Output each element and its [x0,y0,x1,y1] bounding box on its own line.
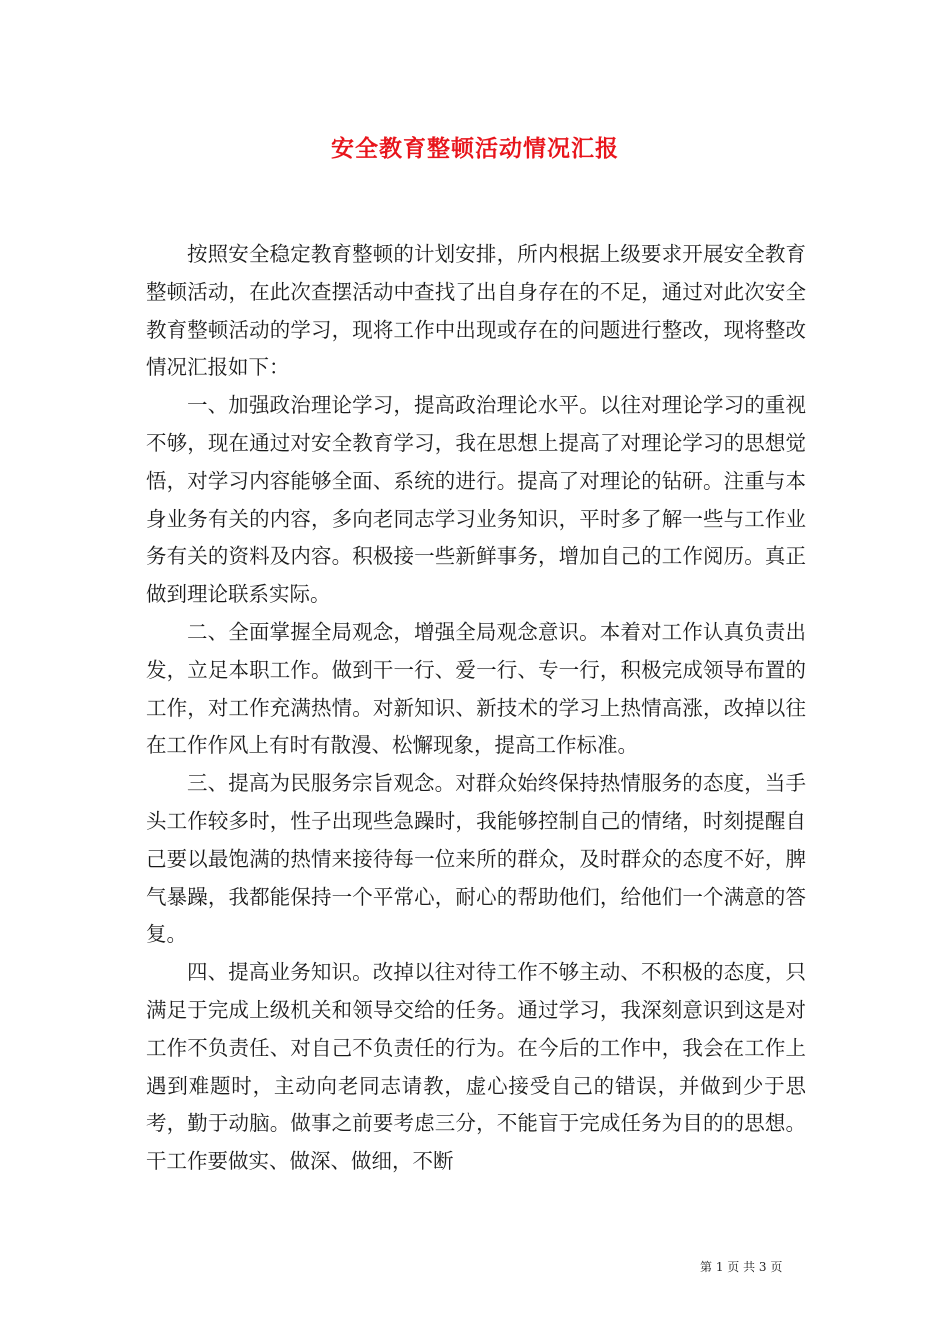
paragraph-intro: 按照安全稳定教育整顿的计划安排，所内根据上级要求开展安全教育整顿活动，在此次查摆活动中查找了出自身存在的不足，通过对此次安全教育整顿活动的学习，现将工作中出现或存在的问题进行整改，现将整改情况汇报如下： [146,242,806,380]
page-number-footer: 第 1 页 共 3 页 [700,1260,783,1274]
document-body [146,236,806,1181]
paragraph-section-4: 四、提高业务知识。改掉以往对待工作不够主动、不积极的态度，只满足于完成上级机关和领导交给的任务。通过学习，我深刻意识到这是对工作不负责任、对自己不负责任的行为。在今后的工作中，我会在工作上遇到难题时，主动向老同志请教，虚心接受自己的错误，并做到少于思考，勤于动脑。做事之前要考虑三分，不能盲于完成任务为目的的思想。干工作要做实、做深、做细，不断 [146,960,806,1174]
paragraph-section-1: 一、加强政治理论学习，提高政治理论水平。以往对理论学习的重视不够，现在通过对安全教育学习，我在思想上提高了对理论学习的思想觉悟，对学习内容能够全面、系统的进行。提高了对理论的钻研。注重与本身业务有关的内容，多向老同志学习业务知识，平时多了解一些与工作业务有关的资料及内容。积极接一些新鲜事务，增加自己的工作阅历。真正做到理论联系实际。 [146,393,806,607]
paragraph-section-2: 二、全面掌握全局观念，增强全局观念意识。本着对工作认真负责出发，立足本职工作。做到干一行、爱一行、专一行，积极完成领导布置的工作，对工作充满热情。对新知识、新技术的学习上热情高涨，改掉以往在工作作风上有时有散漫、松懈现象，提高工作标准。 [146,619,806,758]
document-title: 安全教育整顿活动情况汇报 [331,135,619,162]
paragraph-section-3: 三、提高为民服务宗旨观念。对群众始终保持热情服务的态度，当手头工作较多时，性子出现些急躁时，我能够控制自己的情绪，时刻提醒自己要以最饱满的热情来接待每一位来所的群众，及时群众的态度不好，脾气暴躁，我都能保持一个平常心，耐心的帮助他们，给他们一个满意的答复。 [146,771,806,947]
